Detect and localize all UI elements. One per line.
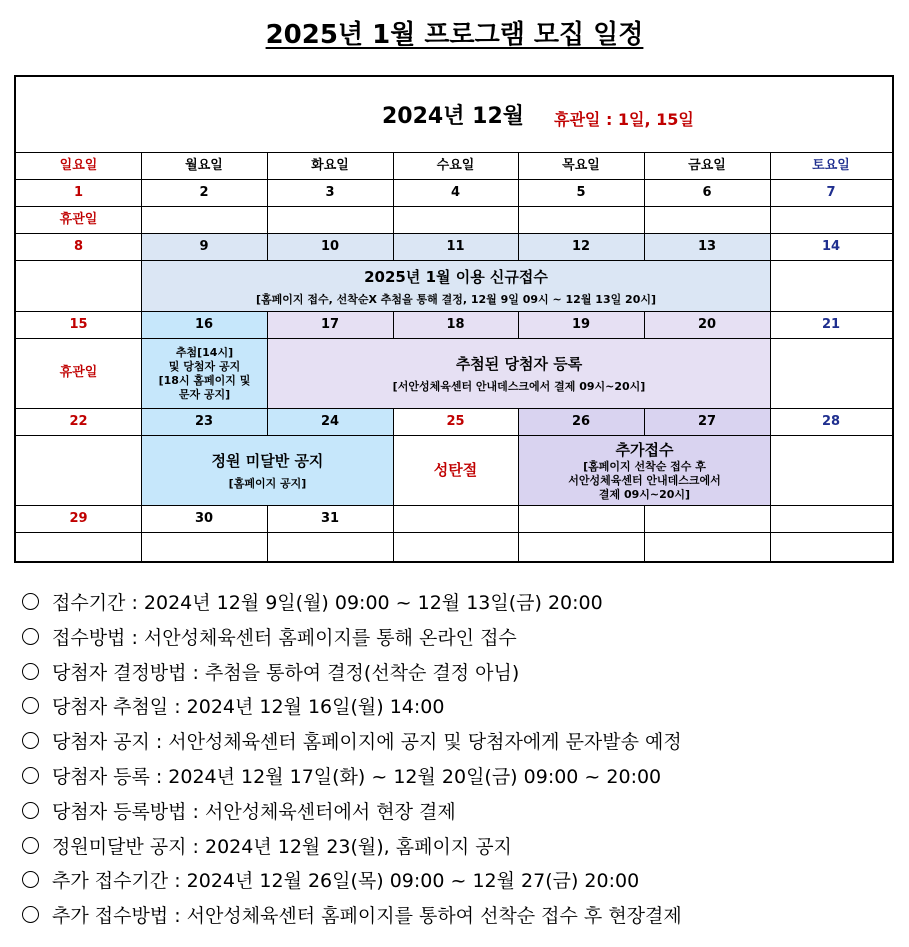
circle-bullet-icon	[22, 906, 39, 923]
date-cell: 28	[821, 414, 841, 429]
weekday-header: 화요일	[311, 158, 349, 173]
additional-registration-event	[518, 435, 771, 506]
lottery-event	[141, 338, 268, 409]
note-item	[22, 658, 902, 693]
date-cell: 2	[199, 185, 209, 200]
date-cell: 1	[73, 185, 84, 200]
date-cell: 12	[571, 239, 591, 254]
registration-event	[141, 260, 771, 312]
note-item	[22, 866, 902, 901]
date-cell: 22	[69, 414, 88, 429]
circle-bullet-icon	[22, 802, 39, 819]
date-cell	[518, 505, 644, 532]
circle-bullet-icon	[22, 732, 39, 749]
note-item	[22, 901, 902, 936]
lottery-line: 추첨[14시]	[175, 345, 234, 359]
month-title: 2024년 12월	[382, 104, 525, 129]
circle-bullet-icon	[22, 628, 39, 645]
lottery-line: [18시 홈페이지 및	[158, 373, 251, 387]
grid-line	[141, 206, 142, 233]
grid-line	[16, 532, 892, 533]
additional-title: 추가접수	[615, 441, 674, 459]
closed-day-note: 휴관일	[59, 365, 98, 380]
grid-line	[267, 206, 268, 233]
note-item	[22, 797, 902, 832]
date-cell: 19	[571, 317, 591, 332]
note-text: 당첨자 등록 : 2024년 12월 17일(화) ~ 12월 20일(금) 09:00 ~ 20:00	[52, 765, 662, 788]
note-text: 당첨자 등록방법 : 서안성체육센터에서 현장 결제	[52, 800, 456, 823]
weekday-header: 금요일	[688, 158, 726, 173]
note-item	[22, 623, 902, 658]
date-cell	[770, 505, 892, 532]
weekday-header: 목요일	[562, 158, 600, 173]
calendar	[14, 75, 894, 563]
date-cell: 8	[73, 239, 84, 254]
date-cell: 3	[325, 185, 335, 200]
note-item	[22, 762, 902, 797]
notes-list	[22, 588, 902, 936]
grid-line	[770, 206, 771, 233]
note-text: 접수방법 : 서안성체육센터 홈페이지를 통해 온라인 접수	[52, 626, 517, 649]
vacancy-notice-detail: [홈페이지 공지]	[228, 477, 307, 490]
date-cell: 15	[69, 317, 88, 332]
winner-registration-title: 추첨된 당첨자 등록	[455, 355, 583, 373]
circle-bullet-icon	[22, 871, 39, 888]
grid-line	[393, 206, 394, 233]
date-cell	[393, 505, 518, 532]
date-cell: 29	[69, 511, 88, 526]
circle-bullet-icon	[22, 837, 39, 854]
date-cell: 20	[697, 317, 717, 332]
date-cell: 23	[194, 414, 214, 429]
date-cell: 14	[821, 239, 841, 254]
note-text: 당첨자 결정방법 : 추첨을 통하여 결정(선착순 결정 아님)	[52, 661, 520, 684]
date-cell: 9	[199, 239, 209, 254]
month-header	[16, 77, 892, 153]
lottery-line: 및 당첨자 공지	[168, 359, 241, 373]
date-cell: 25	[446, 414, 465, 429]
date-cell: 30	[194, 511, 214, 526]
grid-line	[770, 532, 771, 561]
note-text: 당첨자 추첨일 : 2024년 12월 16일(월) 14:00	[52, 696, 445, 719]
note-item	[22, 692, 902, 727]
date-cell: 13	[697, 239, 717, 254]
weekday-header: 월요일	[185, 158, 223, 173]
weekday-header: 토요일	[812, 158, 850, 173]
additional-line: 결제 09시~20시]	[598, 488, 691, 501]
vacancy-notice-title: 정원 미달반 공지	[211, 452, 324, 470]
date-cell: 4	[450, 185, 461, 200]
note-text: 정원미달반 공지 : 2024년 12월 23(월), 홈페이지 공지	[52, 835, 512, 858]
weekday-header: 수요일	[436, 158, 475, 173]
date-cell: 5	[576, 185, 586, 200]
weekday-header: 일요일	[59, 158, 98, 173]
date-cell	[644, 505, 770, 532]
date-cell: 11	[446, 239, 465, 254]
date-cell: 24	[320, 414, 340, 429]
note-item	[22, 832, 902, 867]
grid-line	[518, 532, 519, 561]
circle-bullet-icon	[22, 697, 39, 714]
closed-day-note: 휴관일	[59, 212, 98, 227]
closed-days-label: 휴관일 : 1일, 15일	[554, 110, 694, 129]
registration-title: 2025년 1월 이용 신규접수	[364, 267, 548, 286]
winner-registration-detail: [서안성체육센터 안내데스크에서 결제 09시~20시]	[392, 380, 646, 393]
grid-line	[141, 532, 142, 561]
note-item	[22, 588, 902, 623]
date-cell: 21	[821, 317, 841, 332]
registration-detail: [홈페이지 접수, 선착순X 추첨을 통해 결정, 12월 9일 09시 ~ 12월 13일 20시]	[255, 292, 657, 306]
note-text: 당첨자 공지 : 서안성체육센터 홈페이지에 공지 및 당첨자에게 문자발송 예정	[52, 731, 682, 754]
date-cell: 7	[826, 185, 836, 200]
circle-bullet-icon	[22, 593, 39, 610]
winner-registration-event	[267, 338, 771, 409]
grid-line	[644, 532, 645, 561]
page-title: 2025년 1월 프로그램 모집 일정	[265, 20, 644, 50]
grid-line	[16, 206, 892, 207]
christmas-label: 성탄절	[433, 461, 478, 479]
vacancy-notice-event	[141, 435, 394, 506]
additional-line: 서안성체육센터 안내데스크에서	[568, 474, 721, 487]
date-cell: 31	[320, 511, 340, 526]
circle-bullet-icon	[22, 767, 39, 784]
grid-line	[393, 532, 394, 561]
lottery-line: 문자 공지]	[178, 387, 231, 401]
grid-line	[518, 206, 519, 233]
date-cell: 27	[697, 414, 717, 429]
date-cell: 26	[571, 414, 591, 429]
note-text: 추가 접수방법 : 서안성체육센터 홈페이지를 통하여 선착순 접수 후 현장결제	[52, 905, 682, 928]
grid-line	[644, 206, 645, 233]
date-cell: 10	[320, 239, 340, 254]
note-text: 추가 접수기간 : 2024년 12월 26일(목) 09:00 ~ 12월 27(금) 20:00	[52, 870, 640, 893]
additional-line: [홈페이지 선착순 접수 후	[583, 460, 706, 473]
date-cell: 6	[702, 185, 712, 200]
date-cell: 18	[446, 317, 465, 332]
date-cell: 17	[320, 317, 340, 332]
circle-bullet-icon	[22, 663, 39, 680]
note-text: 접수기간 : 2024년 12월 9일(월) 09:00 ~ 12월 13일(금) 20:00	[52, 592, 603, 614]
grid-line	[267, 532, 268, 561]
note-item	[22, 727, 902, 762]
date-cell: 16	[194, 317, 214, 332]
